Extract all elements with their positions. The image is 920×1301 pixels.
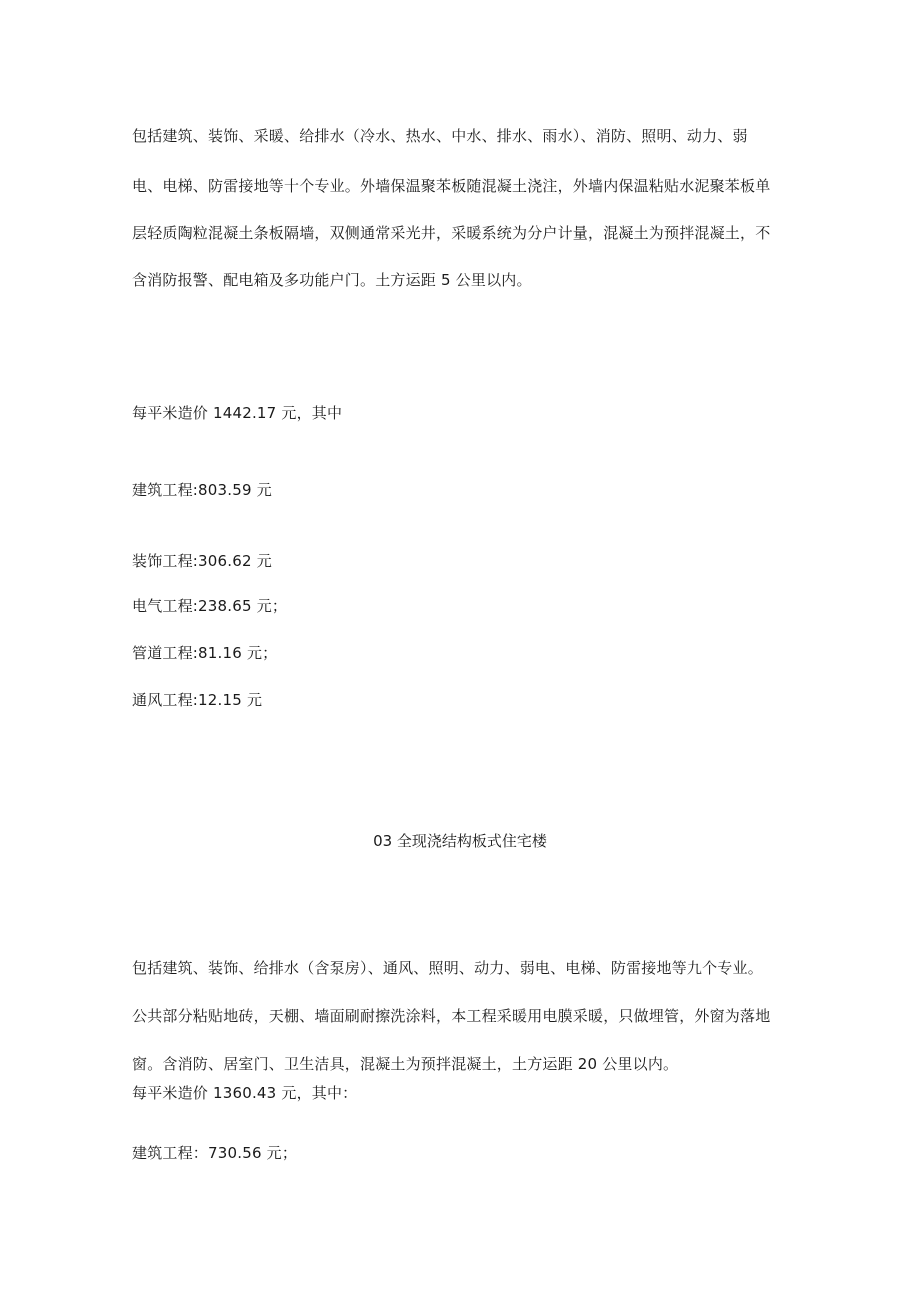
- section2-desc-line-3: 窗。含消防、居室门、卫生洁具，混凝土为预拌混凝土，土方运距 20 公里以内。: [132, 1055, 679, 1073]
- section1-desc-line-4: 含消防报警、配电箱及多功能户门。土方运距 5 公里以内。: [132, 271, 532, 289]
- section1-cost-ventilation: 通风工程:12.15 元: [132, 691, 263, 709]
- section1-cost-electrical: 电气工程:238.65 元；: [132, 597, 288, 615]
- section2-cost-building: 建筑工程：730.56 元；: [132, 1144, 298, 1162]
- section1-cost-building: 建筑工程:803.59 元: [132, 481, 272, 499]
- section1-desc-line-1: 包括建筑、装饰、采暖、给排水（冷水、热水、中水、排水、雨水）、消防、照明、动力、弱: [132, 127, 748, 145]
- section1-cost-decoration: 装饰工程:306.62 元: [132, 552, 272, 570]
- section1-cost-piping: 管道工程:81.16 元；: [132, 644, 278, 662]
- section1-desc-line-2: 电、电梯、防雷接地等十个专业。外墙保温聚苯板随混凝土浇注，外墙内保温粘贴水泥聚苯板单: [132, 177, 771, 195]
- section1-desc-line-3: 层轻质陶粒混凝土条板隔墙，双侧通常采光井，采暖系统为分户计量，混凝土为预拌混凝土，不: [132, 224, 771, 242]
- section2-title: 03 全现浇结构板式住宅楼: [373, 832, 547, 850]
- section2-desc-line-2: 公共部分粘贴地砖，天棚、墙面刷耐擦洗涂料，本工程采暖用电膜采暖，只做埋管，外窗为落地: [132, 1007, 771, 1025]
- section2-desc-line-1: 包括建筑、装饰、给排水（含泵房）、通风、照明、动力、弱电、电梯、防雷接地等九个专业。: [132, 959, 763, 977]
- section2-unit-price: 每平米造价 1360.43 元，其中：: [132, 1084, 358, 1102]
- section1-unit-price: 每平米造价 1442.17 元，其中: [132, 404, 343, 422]
